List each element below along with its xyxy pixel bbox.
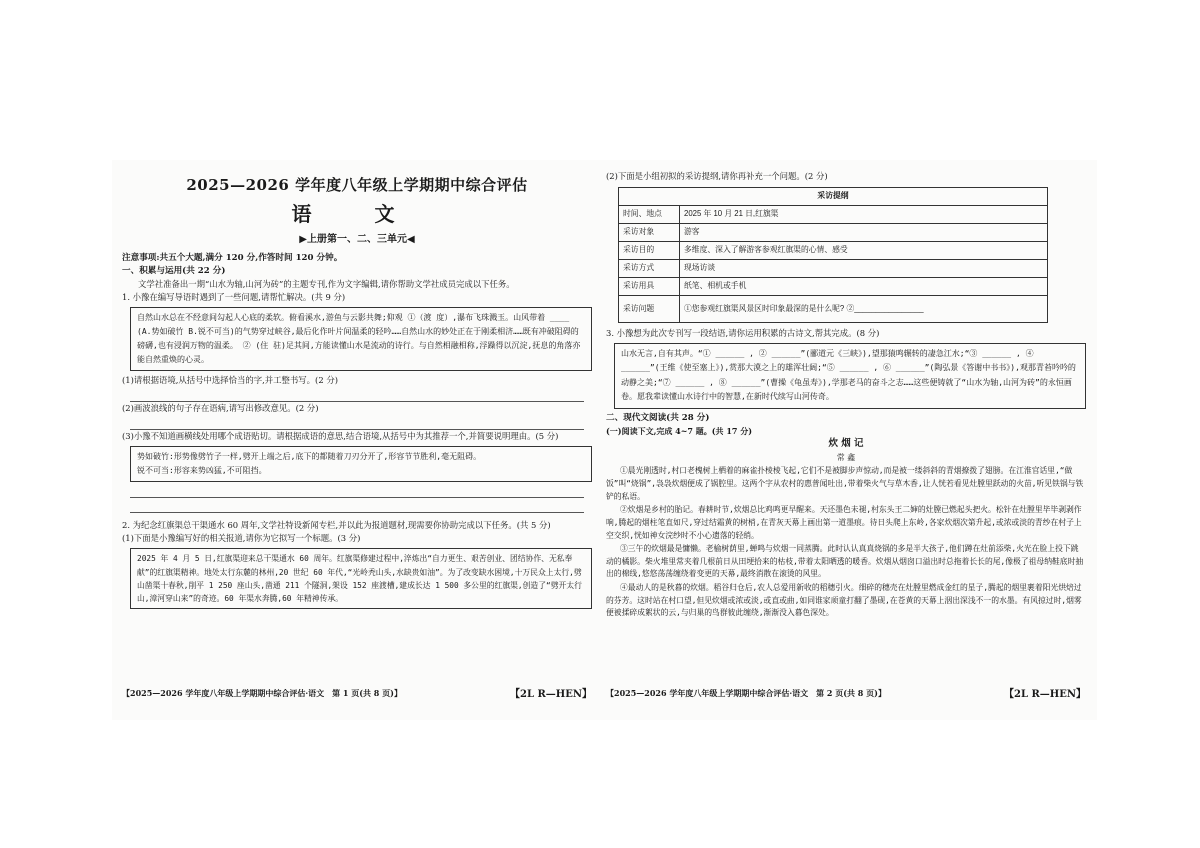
essay-paragraph: ①晨光刚透时,村口老槐树上栖着的麻雀扑棱棱飞起,它们不是被脚步声惊动,而是被一缕斜斜的青烟撩拨了翅膀。在江淮官话里,“做饭”叫“烧锅”,袅袅炊烟便成了锅腔里。这两个字从农村的惠普闻吐出,带着柴火气与草木香,让人恍若看见灶膛里跃动的火苗,听见铁锅与铁铲的私语。 xyxy=(606,466,1084,501)
table-row: 采访方式 现场访谈 xyxy=(619,260,1048,278)
table-row: 采访目的 多维度、深入了解游客参观红旗渠的心情、感受 xyxy=(619,242,1048,260)
section-intro: 文学社准备出一期“山水为轴,山河为砖”的主题专刊,作为文字编辑,请你帮助文学社成员完成以下任务。 xyxy=(138,279,515,290)
question-1-1: (1)请根据语境,从括号中选择恰当的字,并工整书写。(2 分) xyxy=(122,375,338,386)
page-2-footer xyxy=(606,687,1086,703)
question-2-1: (1)下面是小豫编写好的相关报道,请你为它拟写一个标题。(3 分) xyxy=(122,533,361,544)
answer-line[interactable] xyxy=(130,500,584,513)
exam-sheet xyxy=(112,160,1097,720)
answer-line[interactable] xyxy=(130,389,584,402)
page-1-footer xyxy=(122,687,592,703)
news-report-box: 2025 年 4 月 5 日,红旗渠迎来总干渠通水 60 周年。红旗渠修建过程中,淬炼出“自力更生、艰苦创业、团结协作、无私奉献”的红旗渠精神。地处太行东麓的林州,20 世纪 60 年代,“光岭秃山头,水缺贵如油”。为了改变缺水困境,十万民众上太行,劈山凿渠十春秋,削平 1 250 座山头,凿通 211 个隧洞,架设 152 座渡槽,建成长达 1 500 多公里的红旗渠,创造了“劈开太行山,漳河穿山来”的奇迹。60 年渠水奔腾,60 年精神传承。 xyxy=(130,548,592,609)
unit-range: ▶上册第一、二、三单元◀ xyxy=(299,234,415,246)
idiom-box xyxy=(130,446,592,482)
table-row: 采访对象 游客 xyxy=(619,224,1048,242)
question-1: 1. 小豫在编写导语时遇到了一些问题,请帮忙解决。(共 9 分) xyxy=(122,292,346,303)
essay-author: 常 鑫 xyxy=(836,453,856,463)
question-3: 3. 小豫想为此次专刊写一段结语,请你运用积累的古诗文,帮其完成。(8 分) xyxy=(606,328,880,339)
question-2-2: (2)下面是小组初拟的采访提纲,请你再补充一个问题。(2 分) xyxy=(606,171,828,181)
table-row: 采访用具 纸笔、相机或手机 xyxy=(619,278,1048,296)
answer-line[interactable] xyxy=(130,417,584,430)
essay-title: 炊 烟 记 xyxy=(828,438,864,450)
reading-1-heading: (一)阅读下文,完成 4~7 题。(共 17 分) xyxy=(606,425,753,436)
table-row: 时间、地点 2025 年 10 月 21 日,红旗渠 xyxy=(619,206,1048,224)
notice: 注意事项:共五个大题,满分 120 分,作答时间 120 分钟。 xyxy=(122,252,343,263)
footer-code: 【2L R—HEN】 xyxy=(510,688,592,700)
question-1-2: (2)画波浪线的句子存在语病,请写出修改意见。(2 分) xyxy=(122,403,319,414)
table-title: 采访提纲 xyxy=(619,188,1048,206)
idiom-1: 势如破竹:形势像劈竹子一样,劈开上端之后,底下的都随着刀刃分开了,形容节节胜利,毫无阻碍。 xyxy=(137,452,482,462)
table-row[interactable]: 采访问题 ①您参观红旗渠风景区时印象最深的是什么呢? ②________________ xyxy=(619,296,1048,323)
page-1 xyxy=(122,160,592,720)
page-2 xyxy=(606,160,1086,720)
exam-title: 2025—2026 学年度八年级上学期期中综合评估 xyxy=(186,176,528,194)
section-1-heading: 一、积累与运用(共 22 分) xyxy=(122,266,226,277)
footer-page-info: 【2025—2026 学年度八年级上学期期中综合评估·语文 第 2 页(共 8 页)】 xyxy=(606,687,886,698)
answer-line[interactable] xyxy=(130,485,584,498)
essay-paragraph: ④最动人的是秋暮的炊烟。稻谷归仓后,农人总爱用新收的稻穗引火。细碎的穗壳在灶膛里燃成金红的星子,腾起的烟里裹着阳光烘焙过的芬芳。这时站在村口望,但见炊烟或浓或淡,或直或曲,如同谁家顽童打翻了墨砚,在苍黄的天幕上洇出深浅不一的水墨。有风掠过时,烟雾便被揉碎成絮状的云,与归巢的鸟群彼此缠绕,渐渐没入暮色深处。 xyxy=(606,583,1082,618)
idiom-2: 锐不可当:形容来势凶猛,不可阻挡。 xyxy=(137,466,267,476)
footer-code: 【2L R—HEN】 xyxy=(1004,688,1086,700)
question-1-passage: 自然山水总在不经意间勾起人心底的柔软。俯看溪水,游鱼与云影共舞;仰观 ①（渡 度）,瀑布飞珠溅玉。山风带着 ____ (A.势如破竹 B.锐不可当)的气势穿过峡谷,最后化作叶片间温柔的轻吟……自然山水的妙处正在于刚柔相济……既有冲破阻碍的磅礴,也有浸润万物的温柔。 ② (住 驻)足其间,方能读懂山水是流动的诗行。与自然相融相称,浮躁得以沉淀,抚息的角落亦能自然重焕的心灵。 xyxy=(130,307,592,371)
section-2-heading: 二、现代文阅读(共 28 分) xyxy=(606,412,710,423)
essay-paragraph: ②炊烟是乡村的胎记。春耕时节,炊烟总比鸡鸣更早醒来。天还墨色未褪,村东头王二婶的灶膛已燃起头把火。松针在灶膛里毕毕剥剥作响,腾起的烟柱笔直如尺,穿过结霜黄的树梢,在青灰天幕上画出第一道墨痕。待日头爬上东岭,各家炊烟次第升起,或浓或淡的青纱在村子上空交织,恍如神女浣纱时不小心遗落的轻绡。 xyxy=(606,505,1082,540)
question-2: 2. 为纪念红旗渠总干渠通水 60 周年,文学社特设新闻专栏,并以此为报道题材,现需要你协助完成以下任务。(共 5 分) xyxy=(122,520,551,531)
essay-paragraph: ③三午的炊烟最是慵懒。老榆树荫里,蝉鸣与炊烟一同蒸腾。此时认认真真烧锅的多是半大孩子,他们蹲在灶前添柴,火光在脸上投下跳动的橘影。柴火堆里常夹着几根前日从田埂拾来的枯枝,带着太阳晒透的暖香。炊烟从烟囱口溢出时总拖着长长的尾,像极了祖母纳鞋底时抽出的棉线,悠悠荡荡缠绕着变更的天幕,最终消散在滚烫的风里。 xyxy=(606,544,1084,579)
question-1-3: (3)小豫不知道画横线处用哪个成语贴切。请根据成语的意思,结合语境,从括号中为其推荐一个,并简要说明理由。(5 分) xyxy=(122,431,559,442)
interview-plan-table xyxy=(618,187,1048,323)
conclusion-box: 山水无言,自有其声。“① ______ , ② ______”(郦道元《三峡》),望那猿鸣辗转的凄急江水;“③ ______ , ④ ______”(王维《使至塞上》),赏那大漠之上的雄浑壮阔;“⑤ ______ , ⑥ ______”(陶弘景《答谢中书书》),观那青苔吟吟的动静之美;“⑦ ______ , ⑧ ______”(曹操《龟虽寿》),学那老马的奋斗之志……这些便铸就了“山水为轴,山河为砖”的永恒画卷。愿我辈读懂山水诗行中的智慧,在新时代续写山河传奇。 xyxy=(614,343,1086,409)
subject-title: 语 文 xyxy=(291,202,423,227)
footer-page-info: 【2025—2026 学年度八年级上学期期中综合评估·语文 第 1 页(共 8 页)】 xyxy=(122,687,402,698)
